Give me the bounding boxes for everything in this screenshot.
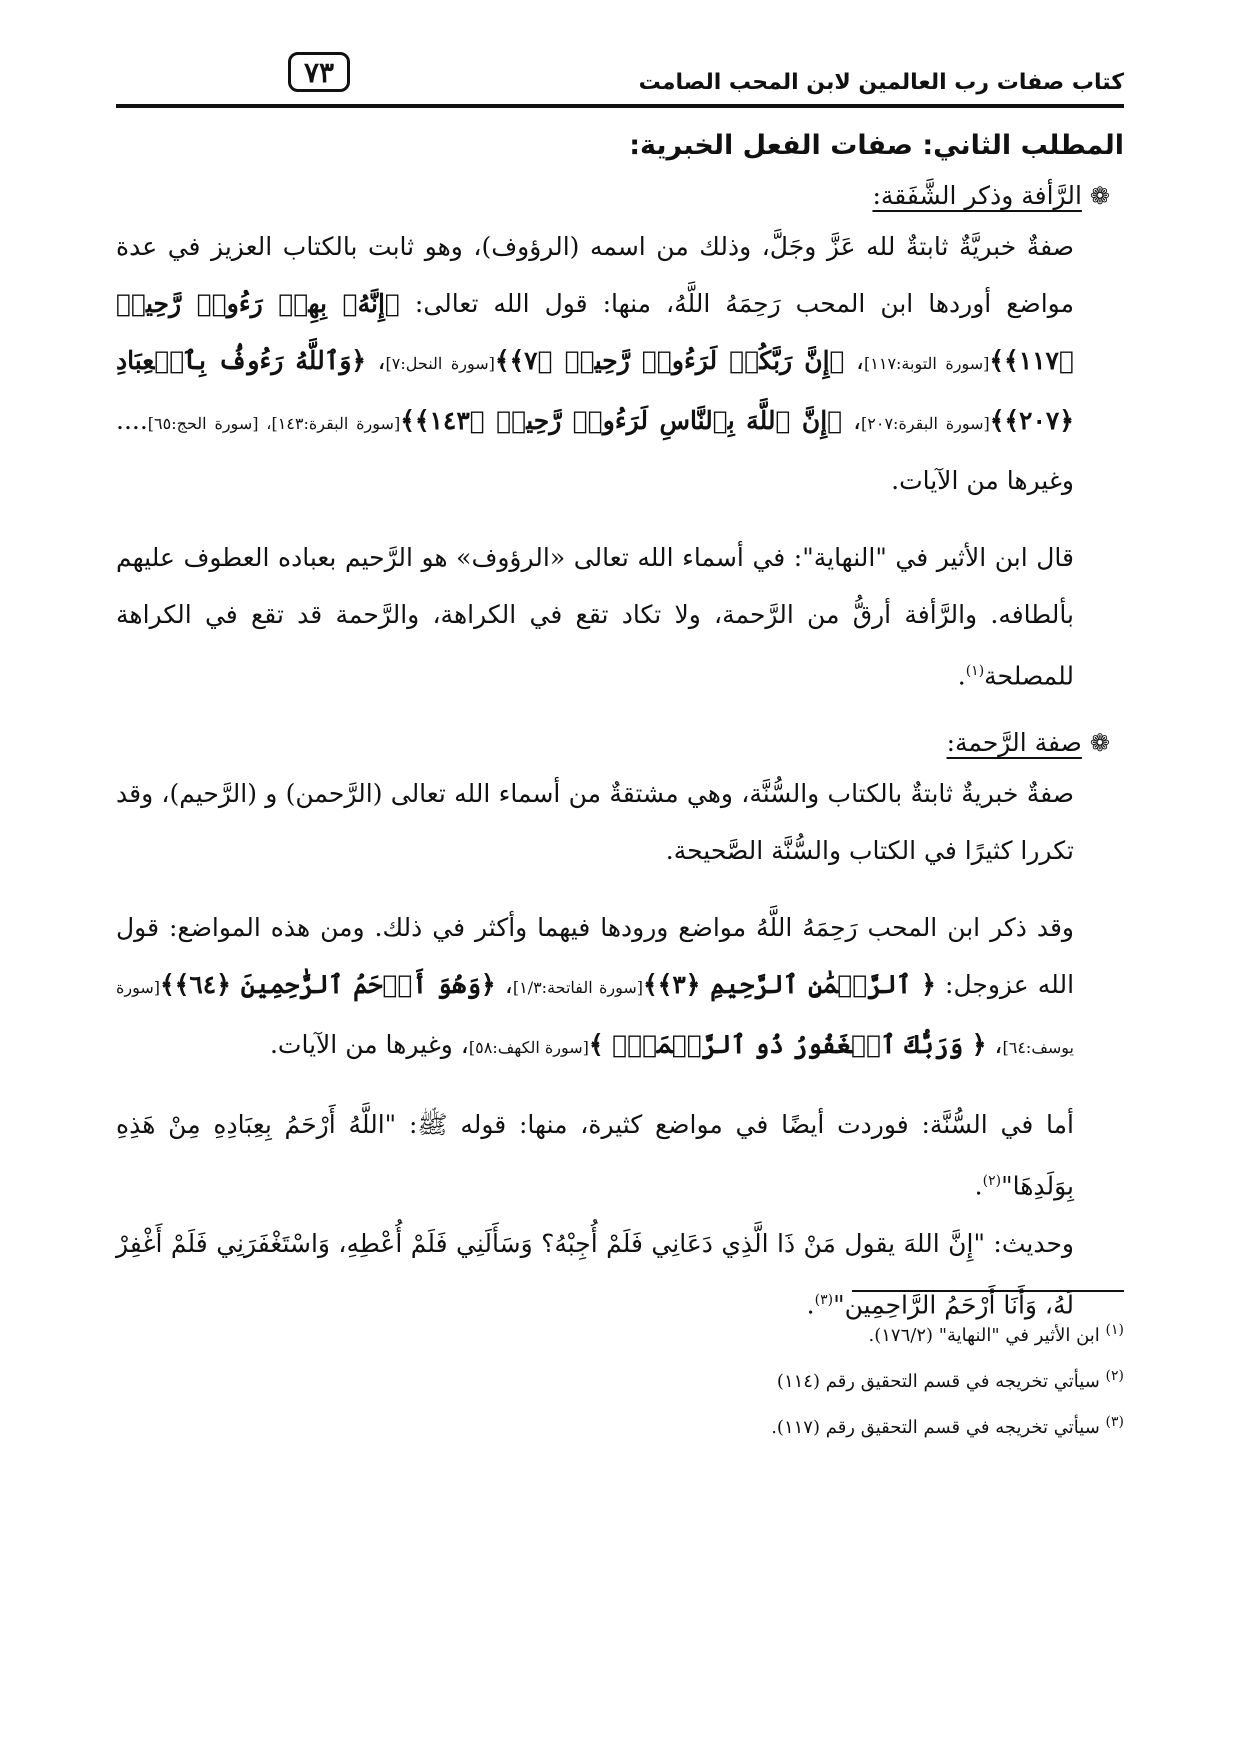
subheading-mercy-compassion xyxy=(116,181,1124,210)
paragraph-text: وقد ذكر ابن المحب رَحِمَهُ اللَّهُ مواضع ورودها فيهما وأكثر في ذلك. ومن هذه المواضع: قول الله عزوجل: xyxy=(116,913,1075,1000)
quran-verse: ﴿إِنَّهُۥ بِهِمۡ رَءُوفٞ رَّحِيمٞ ﴿١١٧﴾﴾ xyxy=(116,289,1075,375)
footnote-marker: (٣) xyxy=(814,1291,834,1308)
paragraph-ibn-athir xyxy=(116,529,1124,704)
main-content xyxy=(116,130,1124,1333)
paragraph-text: أما في السُّنَّة: فوردت أيضًا في مواضع كثيرة، منها: قوله ﷺ: "اللَّهُ أَرْحَمُ بِعِبَادِهِ مِنْ هَذِهِ بِوَلَدِهَا" xyxy=(116,1110,1074,1201)
separator: ، xyxy=(366,346,386,375)
quran-verse: ﴿ وَرَبُّكَ ٱلۡغَفُورُ ذُو ٱلرَّحۡمَةِۖ ﴾ xyxy=(588,1030,987,1060)
paragraph-text: . xyxy=(957,661,966,691)
quran-verse: ﴿ ٱلرَّحۡمَٰنِ ٱلرَّحِيمِ ﴿٣﴾﴾ xyxy=(643,970,936,1000)
surah-reference: [سورة الكهف:٥٨] xyxy=(468,1038,589,1058)
surah-reference: [سورة الفاتحة:١/٣] xyxy=(512,978,644,998)
running-title: كتاب صفات رب العالمين لابن المحب الصامت xyxy=(638,70,1124,95)
page-number xyxy=(288,52,350,92)
footnote-mark: (١) xyxy=(1105,1322,1124,1338)
footnotes xyxy=(116,1310,1124,1448)
quran-verse: ﴿وَهُوَ أَرۡحَمُ ٱلرَّٰحِمِينَ ﴿٦٤﴾﴾ xyxy=(160,970,496,1000)
quran-verse: ﴿إِنَّ ٱللَّهَ بِٱلنَّاسِ لَرَءُوفٞ رَّحِيمٞ ﴿١٤٣﴾﴾ xyxy=(400,406,843,435)
flower-ornament-icon: ❁ xyxy=(1089,729,1110,758)
paragraph-text: وحديث: "إِنَّ اللهَ يقول مَنْ ذَا الَّذِي دَعَانِي فَلَمْ أُجِبْهُ؟ وَسَأَلَنِي فَلَمْ أُعْطِهِ، وَاسْتَغْفَرَنِي فَلَمْ أَغْفِرْ لَهُ، وَأَنَا أَرْحَمُ الرَّاحِمِين" xyxy=(116,1228,1074,1319)
footnote-item xyxy=(116,1356,1124,1402)
subheading-text: صفة الرَّحمة: xyxy=(946,728,1082,758)
paragraph-sunna xyxy=(116,1096,1124,1214)
footnote-marker: (٢) xyxy=(982,1173,1002,1190)
paragraph-text: ، وغيرها من الآيات. xyxy=(269,1030,469,1060)
section-title: المطلب الثاني: صفات الفعل الخبرية: xyxy=(629,130,1124,161)
paragraph-text: . xyxy=(806,1289,815,1319)
paragraph-text: .... وغيرها من الآيات. xyxy=(116,406,1074,495)
footnote-text: سيأتي تخريجه في قسم التحقيق رقم (١١٧). xyxy=(771,1417,1100,1438)
footnote-item xyxy=(116,1402,1124,1448)
paragraph-rahma: صفةٌ خبريةٌ ثابتةٌ بالكتاب والسُّنَّة، وهي مشتقةٌ من أسماء الله تعالى (الرَّحمن) و (الرَّحيم)، وقد تكررا كثيرًا في الكتاب والسُّنَّة الصَّحيحة. xyxy=(116,779,1074,866)
separator: ، xyxy=(844,346,864,375)
quran-verse: ﴿وَٱللَّهُ رَءُوفُۢ بِٱلۡعِبَادِ ﴿٢٠٧﴾﴾ xyxy=(116,346,1074,435)
header-divider xyxy=(116,104,1124,108)
footnote-mark: (٣) xyxy=(1105,1414,1124,1430)
surah-reference: [سورة التوبة:١١٧] xyxy=(864,354,990,373)
paragraph-text: صفةٌ خبريَّةٌ ثابتةٌ لله عَزَّ وجَلَّ، وذلك من اسمه (الرؤوف)، وهو ثابت بالكتاب العزيز في عدة مواضع أوردها ابن المحب رَحِمَهُ اللَّهُ، منها: قول الله تعالى: xyxy=(116,232,1074,318)
footnote-mark: (٢) xyxy=(1105,1368,1124,1384)
separator: ، xyxy=(986,1030,1003,1060)
quran-verse: ﴿إِنَّ رَبَّكُمۡ لَرَءُوفٞ رَّحِيمٞ ﴿٧﴾﴾ xyxy=(494,346,845,375)
surah-reference: [سورة البقرة:٢٠٧] xyxy=(861,414,990,433)
footnote-text: ابن الأثير في "النهاية" (١٧٦/٢). xyxy=(868,1325,1100,1346)
surah-reference: [سورة البقرة:١٤٣]، [سورة الحج:٦٥] xyxy=(147,414,401,433)
page-number-text: ٧٣ xyxy=(303,55,335,89)
separator: ، xyxy=(495,970,513,1000)
footnote-item xyxy=(116,1310,1124,1356)
paragraph-text: . xyxy=(974,1171,983,1201)
flower-ornament-icon: ❁ xyxy=(1089,182,1110,210)
paragraph-text: قال ابن الأثير في "النهاية": في أسماء الله تعالى «الرؤوف» هو الرَّحيم بعباده العطوف عليهم بألطافه. والرَّأفة أرقُّ من الرَّحمة، ولا تكاد تقع في الكراهة، والرَّحمة قد تقع في الكراهة للمصلحة xyxy=(116,543,1074,691)
paragraph-mawadi xyxy=(116,899,1124,1076)
paragraph-raafa xyxy=(116,218,1124,509)
surah-reference: [سورة النحل:٧] xyxy=(385,354,495,373)
subheading-rahma xyxy=(116,728,1124,757)
surah-reference: [سورة يوسف:٦٤] xyxy=(116,978,1074,1058)
subheading-text: الرَّأفة وذكر الشَّفَقة: xyxy=(872,181,1082,210)
separator: ، xyxy=(842,406,862,435)
footnote-marker: (١) xyxy=(965,663,985,679)
footnote-divider xyxy=(852,1290,1124,1292)
footnote-text: سيأتي تخريجه في قسم التحقيق رقم (١١٤) xyxy=(776,1371,1100,1392)
